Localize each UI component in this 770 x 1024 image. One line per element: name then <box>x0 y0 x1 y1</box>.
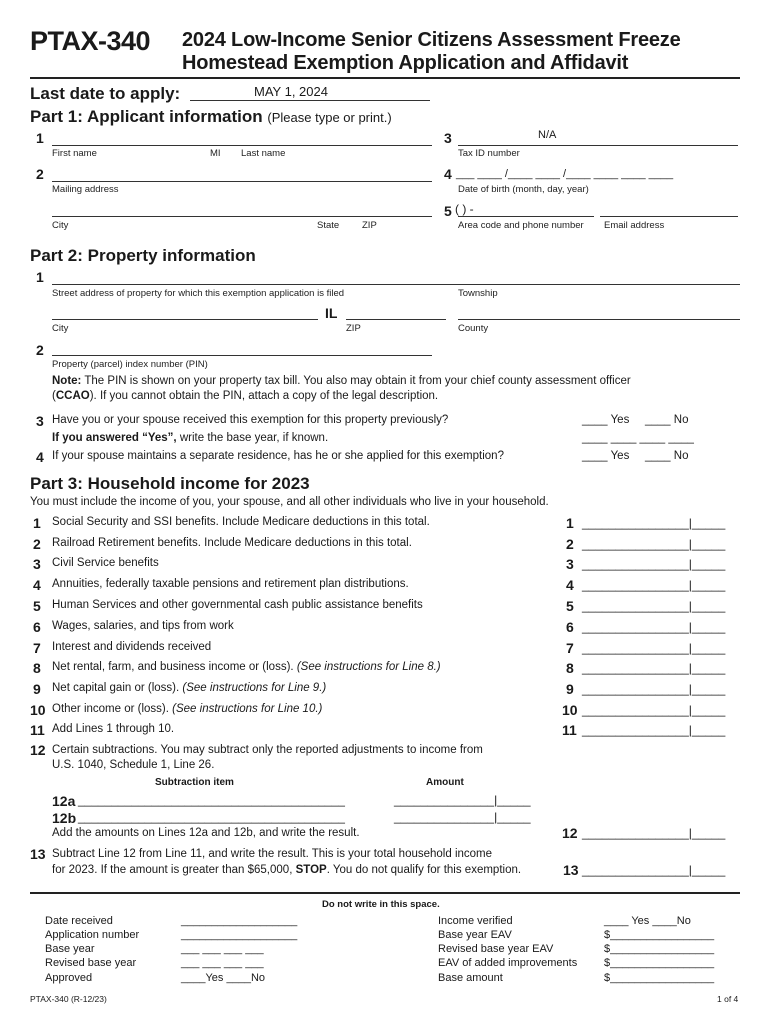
income-amount-field[interactable]: ________________|_____ <box>582 703 726 717</box>
office-left-label: Approved <box>45 972 93 984</box>
q4-yes[interactable]: ____ Yes <box>582 450 630 462</box>
q4-text: If your spouse maintains a separate residence, has he or she applied for this exemption? <box>52 450 504 462</box>
office-right-label: Base amount <box>438 972 503 984</box>
income-line-right-number: 2 <box>566 536 574 552</box>
line13-number: 13 <box>30 846 46 862</box>
line12a-item-field[interactable]: ________________________________________ <box>78 793 345 807</box>
last-date-underline <box>190 100 430 101</box>
office-right-blank[interactable]: $_________________ <box>604 943 715 955</box>
dob-label: Date of birth (month, day, year) <box>458 184 589 195</box>
income-line-text: Social Security and SSI benefits. Include Medicare deductions in this total. <box>52 516 430 528</box>
email-label: Email address <box>604 220 665 231</box>
property-city-field[interactable] <box>52 319 318 320</box>
income-line-right-number: 10 <box>562 702 578 718</box>
income-line-right-number: 11 <box>562 722 577 738</box>
zip-label: ZIP <box>362 220 377 231</box>
line13-text2: for 2023. If the amount is greater than $65,000, STOP. You do not qualify for this exemption. <box>52 864 522 876</box>
p1-line1-number: 1 <box>36 130 44 146</box>
office-left-label: Revised base year <box>45 957 137 969</box>
property-street-field[interactable] <box>52 284 740 285</box>
line12-sum-text: Add the amounts on Lines 12a and 12b, and write the result. <box>52 827 360 839</box>
income-line-text: Annuities, federally taxable pensions and retirement plan distributions. <box>52 578 409 590</box>
income-line-text: Net rental, farm, and business income or (loss). (See instructions for Line 8.) <box>52 661 441 673</box>
income-line-number: 5 <box>33 598 41 614</box>
office-right-label: EAV of added improvements <box>438 957 578 969</box>
income-line-text: Human Services and other governmental cash public assistance benefits <box>52 599 423 611</box>
name-field[interactable] <box>52 145 432 146</box>
income-line-number: 9 <box>33 681 41 697</box>
form-code: PTAX-340 <box>30 26 151 56</box>
part3-title: Part 3: Household income for 2023 <box>30 474 310 493</box>
office-left-label: Date received <box>45 915 113 927</box>
line12a-amount-field[interactable]: _______________|_____ <box>394 793 531 807</box>
line13-text1: Subtract Line 12 from Line 11, and write the result. This is your total household income <box>52 848 493 860</box>
income-line-text: Add Lines 1 through 10. <box>52 723 175 735</box>
income-line-number: 3 <box>33 556 41 572</box>
income-line-text: Interest and dividends received <box>52 641 212 653</box>
form-revision: PTAX-340 (R-12/23) <box>30 994 107 1004</box>
p2-line3-number: 3 <box>36 413 44 429</box>
phone-template: ( ) - <box>455 202 474 216</box>
city-label: City <box>52 220 69 231</box>
income-amount-field[interactable]: ________________|_____ <box>582 537 726 551</box>
q3-subtext: If you answered “Yes”, write the base year, if known. <box>52 432 329 444</box>
mailing-address-label: Mailing address <box>52 184 119 195</box>
income-line-right-number: 6 <box>566 619 574 635</box>
income-line-number: 2 <box>33 536 41 552</box>
line12b-label: 12b <box>52 810 77 826</box>
pin-note: Note: The PIN is shown on your property tax bill. You also may obtain it from your chief county assessment officer <box>52 375 631 387</box>
income-line-number: 11 <box>30 722 45 738</box>
amount-header: Amount <box>426 777 464 788</box>
income-line-text: Civil Service benefits <box>52 557 159 569</box>
income-line-number: 8 <box>33 660 41 676</box>
income-line-right-number: 1 <box>566 515 574 531</box>
income-line-text: Net capital gain or (loss). (See instructions for Line 9.) <box>52 682 327 694</box>
q4-no[interactable]: ____ No <box>645 450 689 462</box>
office-left-blank[interactable]: ____Yes ____No <box>181 972 266 984</box>
phone-label: Area code and phone number <box>458 220 584 231</box>
income-line-right-number: 3 <box>566 556 574 572</box>
first-name-label: First name <box>52 148 97 159</box>
line12-amount-field[interactable]: ________________|_____ <box>582 826 726 840</box>
property-city-label: City <box>52 323 69 334</box>
line13-right-number: 13 <box>563 862 579 878</box>
last-name-label: Last name <box>241 148 286 159</box>
mi-label: MI <box>210 148 221 159</box>
page-number: 1 of 4 <box>717 994 739 1004</box>
county-field[interactable] <box>458 319 740 320</box>
income-line-right-number: 9 <box>566 681 574 697</box>
income-amount-field[interactable]: ________________|_____ <box>582 723 726 737</box>
income-line-number: 1 <box>33 515 41 531</box>
subtraction-item-header: Subtraction item <box>155 777 234 788</box>
line12-text1: Certain subtractions. You may subtract only the reported adjustments to income from <box>52 744 483 756</box>
income-line-number: 6 <box>33 619 41 635</box>
income-amount-field[interactable]: ________________|_____ <box>582 599 726 613</box>
line12-number: 12 <box>30 742 46 758</box>
p2-line4-number: 4 <box>36 449 44 465</box>
phone-field[interactable] <box>458 216 594 217</box>
q3-yes[interactable]: ____ Yes <box>582 414 630 426</box>
office-use-title: Do not write in this space. <box>322 899 440 910</box>
il-state: IL <box>325 305 338 321</box>
form-title-line1: 2024 Low-Income Senior Citizens Assessment Freeze <box>182 29 681 51</box>
office-right-label: Base year EAV <box>438 929 512 941</box>
p2-line2-number: 2 <box>36 342 44 358</box>
property-zip-field[interactable] <box>346 319 446 320</box>
dob-field[interactable]: ___ ____ /____ ____ /____ ____ ____ ____ <box>456 168 674 180</box>
pin-note-line2: (CCAO). If you cannot obtain the PIN, attach a copy of the legal description. <box>52 390 439 402</box>
base-year-field[interactable]: ____ ____ ____ ____ <box>582 432 694 444</box>
line12b-amount-field[interactable]: _______________|_____ <box>394 810 531 824</box>
state-label: State <box>317 220 340 231</box>
income-amount-field[interactable]: ________________|_____ <box>582 641 726 655</box>
part2-title: Part 2: Property information <box>30 246 256 265</box>
income-amount-field[interactable]: ________________|_____ <box>582 557 726 571</box>
income-line-right-number: 8 <box>566 660 574 676</box>
income-line-number: 10 <box>30 702 46 718</box>
office-right-blank[interactable]: $_________________ <box>604 957 715 969</box>
office-right-label: Revised base year EAV <box>438 943 554 955</box>
office-right-label: Income verified <box>438 915 513 927</box>
pin-label: Property (parcel) index number (PIN) <box>52 359 208 370</box>
income-line-right-number: 4 <box>566 577 574 593</box>
part3-intro: You must include the income of you, your spouse, and all other individuals who live in your household. <box>30 496 549 508</box>
header-rule <box>30 77 740 79</box>
p1-line2-number: 2 <box>36 166 44 182</box>
income-amount-field[interactable]: ________________|_____ <box>582 620 726 634</box>
income-line-text: Railroad Retirement benefits. Include Medicare deductions in this total. <box>52 537 412 549</box>
line12a-label: 12a <box>52 793 76 809</box>
p1-line5-number: 5 <box>444 203 452 219</box>
office-left-blank[interactable]: ___ ___ ___ ___ <box>181 957 264 969</box>
office-right-blank[interactable]: $_________________ <box>604 972 715 984</box>
office-left-blank[interactable]: ___ ___ ___ ___ <box>181 943 264 955</box>
county-label: County <box>458 323 489 334</box>
tax-id-label: Tax ID number <box>458 148 520 159</box>
office-left-label: Base year <box>45 943 95 955</box>
line13-amount-field[interactable]: ________________|_____ <box>582 863 726 877</box>
p2-line1-number: 1 <box>36 269 44 285</box>
pin-field[interactable] <box>52 355 432 356</box>
income-amount-field[interactable]: ________________|_____ <box>582 661 726 675</box>
part1-title: Part 1: Applicant information (Please type or print.) <box>30 107 392 126</box>
q3-no[interactable]: ____ No <box>645 414 689 426</box>
p1-line4-number: 4 <box>444 166 452 182</box>
office-right-blank[interactable]: ____ Yes ____No <box>604 915 691 927</box>
township-label: Township <box>458 288 498 299</box>
income-line-text: Other income or (loss). (See instructions for Line 10.) <box>52 703 323 715</box>
office-left-label: Application number <box>45 929 140 941</box>
income-line-number: 7 <box>33 640 41 656</box>
office-right-blank[interactable]: $_________________ <box>604 929 715 941</box>
tax-id-field[interactable] <box>458 145 738 146</box>
line12-right-number: 12 <box>562 825 578 841</box>
q3-text: Have you or your spouse received this exemption for this property previously? <box>52 414 449 426</box>
income-amount-field[interactable]: ________________|_____ <box>582 682 726 696</box>
income-amount-field[interactable]: ________________|_____ <box>582 578 726 592</box>
income-line-text: Wages, salaries, and tips from work <box>52 620 234 632</box>
property-street-label: Street address of property for which this exemption application is filed <box>52 288 345 299</box>
city-state-zip-field[interactable] <box>52 216 432 217</box>
last-date-value: MAY 1, 2024 <box>254 84 328 99</box>
office-left-blank[interactable]: ___________________ <box>181 915 298 927</box>
income-amount-field[interactable]: ________________|_____ <box>582 516 726 530</box>
office-rule <box>30 892 740 894</box>
email-field[interactable] <box>600 216 738 217</box>
office-left-blank[interactable]: ___________________ <box>181 929 298 941</box>
last-date-label: Last date to apply: <box>30 84 181 103</box>
income-line-right-number: 5 <box>566 598 574 614</box>
p1-line3-number: 3 <box>444 130 452 146</box>
form-title-line2: Homestead Exemption Application and Affidavit <box>182 52 629 74</box>
tax-id-value: N/A <box>538 129 557 141</box>
line12b-item-field[interactable]: ________________________________________ <box>78 810 345 824</box>
income-line-number: 4 <box>33 577 41 593</box>
property-zip-label: ZIP <box>346 323 361 334</box>
line12-text2: U.S. 1040, Schedule 1, Line 26. <box>52 759 215 771</box>
income-line-right-number: 7 <box>566 640 574 656</box>
mailing-address-field[interactable] <box>52 181 432 182</box>
